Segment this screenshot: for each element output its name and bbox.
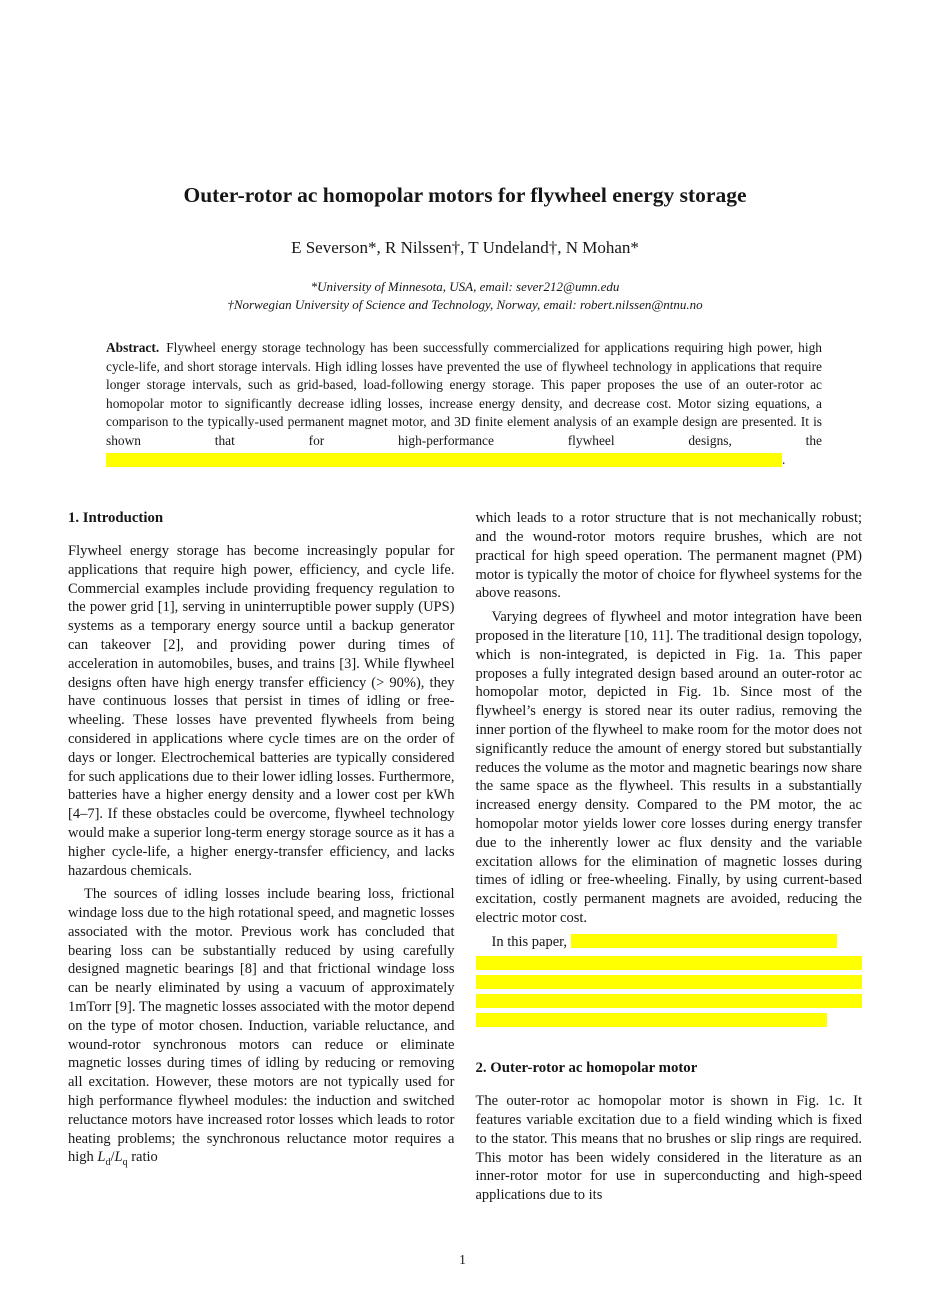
- affiliations: [68, 278, 862, 313]
- redaction-highlight: [476, 956, 863, 970]
- paragraph-text: ratio: [131, 1149, 158, 1166]
- redaction-highlight: [106, 453, 782, 467]
- intro-paragraph-2: [68, 885, 455, 1173]
- math-ld: L: [97, 1149, 106, 1166]
- redaction-highlight: [476, 994, 863, 1008]
- paragraph-text: In this paper,: [491, 933, 568, 950]
- paper-title: Outer-rotor ac homopolar motors for flywheel energy storage: [183, 183, 747, 207]
- two-column-body: [68, 509, 862, 1205]
- abstract-text: Flywheel energy storage technology has been successfully commercialized for applications requiring high power, high cycle-life, and short storage intervals. High idling losses have prevented the use of flywheel technology in applications that require longer storage intervals, such as grid-based, load-following energy storage. This paper proposes the use of an outer-rotor ac homopolar motor to significantly decrease idling losses, increase energy density, and decrease cost. Motor sizing equations, a comparison to the typically-used permanent magnet motor, and 3D finite element analysis of an example design are presented. It is shown that for high-performance flywheel designs, the: [106, 340, 822, 448]
- math-lq: L: [114, 1149, 123, 1166]
- abstract-label: Abstract.: [106, 340, 160, 355]
- redaction-highlight: [476, 975, 863, 989]
- math-sub-q: q: [122, 1157, 128, 1169]
- math-slash: /: [110, 1149, 115, 1166]
- right-column: [476, 509, 863, 1205]
- affiliation-2: †Norwegian University of Science and Technology, Norway, email: robert.nilssen@ntnu.no: [227, 296, 703, 312]
- intro-paragraph-1: Flywheel energy storage has become increasingly popular for applications that require high power, efficiency, and cycle life. Commercial examples include providing frequency regulation to the power grid [1], serving in uninterruptible power supply (UPS) systems as a temporary energy source until a backup generator can takeover [2], and providing power during times of acceleration in automobiles, buses, and trains [3]. While flywheel designs often have high energy transfer efficiency (> 90%), they have continuous losses that persist in times of idling or free-wheeling. These losses have prevented flywheels from being considered in applications where cycle times are on the order of days or longer. Electrochemical batteries are typically considered for such applications due to their lower idling losses. Furthermore, batteries have a higher energy density and a lower cost per kWh [4–7]. If these obstacles could be overcome, flywheel technology would make a superior long-term energy storage source as it has a higher cycle-life, a higher energy-transfer efficiency, and lacks hazardous chemicals.: [68, 542, 455, 879]
- left-column: [68, 509, 455, 1205]
- continuation-paragraph: which leads to a rotor structure that is not mechanically robust; and the wound-rotor motors require brushes, which are not practical for high speed operation. The permanent magnet (PM) motor is typically the motor of choice for flywheel systems for the above reasons.: [475, 510, 862, 602]
- paragraph-text: The sources of idling losses include bearing loss, frictional windage loss due to the high rotational speed, and magnetic losses associated with the motor. Previous work has concluded that bearing loss can be substantially reduced by using carefully designed magnetic bearings [8] and that frictional windage loss can be nearly eliminated by using a vacuum of approximately 1mTorr [9]. The magnetic losses associated with the motor depend on the type of motor chosen. Induction, variable reluctance, and wound-rotor synchronous motors can reduce or eliminate magnetic losses during times of idling by reducing or removing all excitation. However, these motors are not typically used for high performance flywheel modules: the induction and switched reluctance motors have increased rotor losses which leads to rotor heating problems; the synchronous reluctance motor requires a high: [68, 886, 455, 1166]
- affiliation-1: *University of Minnesota, USA, email: sever212@umn.edu: [310, 279, 620, 294]
- redaction-highlight: [476, 1013, 828, 1027]
- in-this-paper-paragraph: [476, 933, 863, 952]
- abstract-suffix: .: [782, 451, 786, 467]
- page-number: 1: [459, 1252, 466, 1267]
- math-sub-d: d: [105, 1157, 111, 1169]
- integration-paragraph: Varying degrees of flywheel and motor integration have been proposed in the literature [10, 11]. The traditional design topology, which is non-integrated, is depicted in Fig. 1a. This paper proposes a fully integrated design based around an outer-rotor ac homopolar motor, depicted in Fig. 1b. Since most of the flywheel’s energy is stored near its outer radius, removing the inner portion of the flywheel to make room for the motor does not significantly reduce the amount of energy stored but substantially reduces the volume as the motor and magnetic bearings now share the same space as the flywheel. This results in a substantially increased energy density. Compared to the PM motor, the ac homopolar motor yields lower core losses during energy transfer due to the inherently lower ac flux density and the variable excitation allows for the elimination of magnetic losses during times of idling or free-wheeling. Finally, by using current-based excitation, costly permanent magnets are avoided, reducing the electric motor cost.: [475, 609, 862, 926]
- abstract: [106, 339, 822, 469]
- section-1-heading: 1. Introduction: [68, 510, 164, 527]
- section-2-heading: 2. Outer-rotor ac homopolar motor: [475, 1060, 698, 1077]
- section2-paragraph: The outer-rotor ac homopolar motor is shown in Fig. 1c. It features variable excitation due to a field winding which is fixed to the stator. This means that no brushes or slip rings are required. This motor has been widely considered in the literature as an inner-rotor motor for use in superconducting and high-speed applications due to its: [475, 1093, 862, 1204]
- authors-line: E Severson*, R Nilssen†, T Undeland†, N Mohan*: [291, 238, 639, 257]
- redaction-highlight: [571, 934, 837, 948]
